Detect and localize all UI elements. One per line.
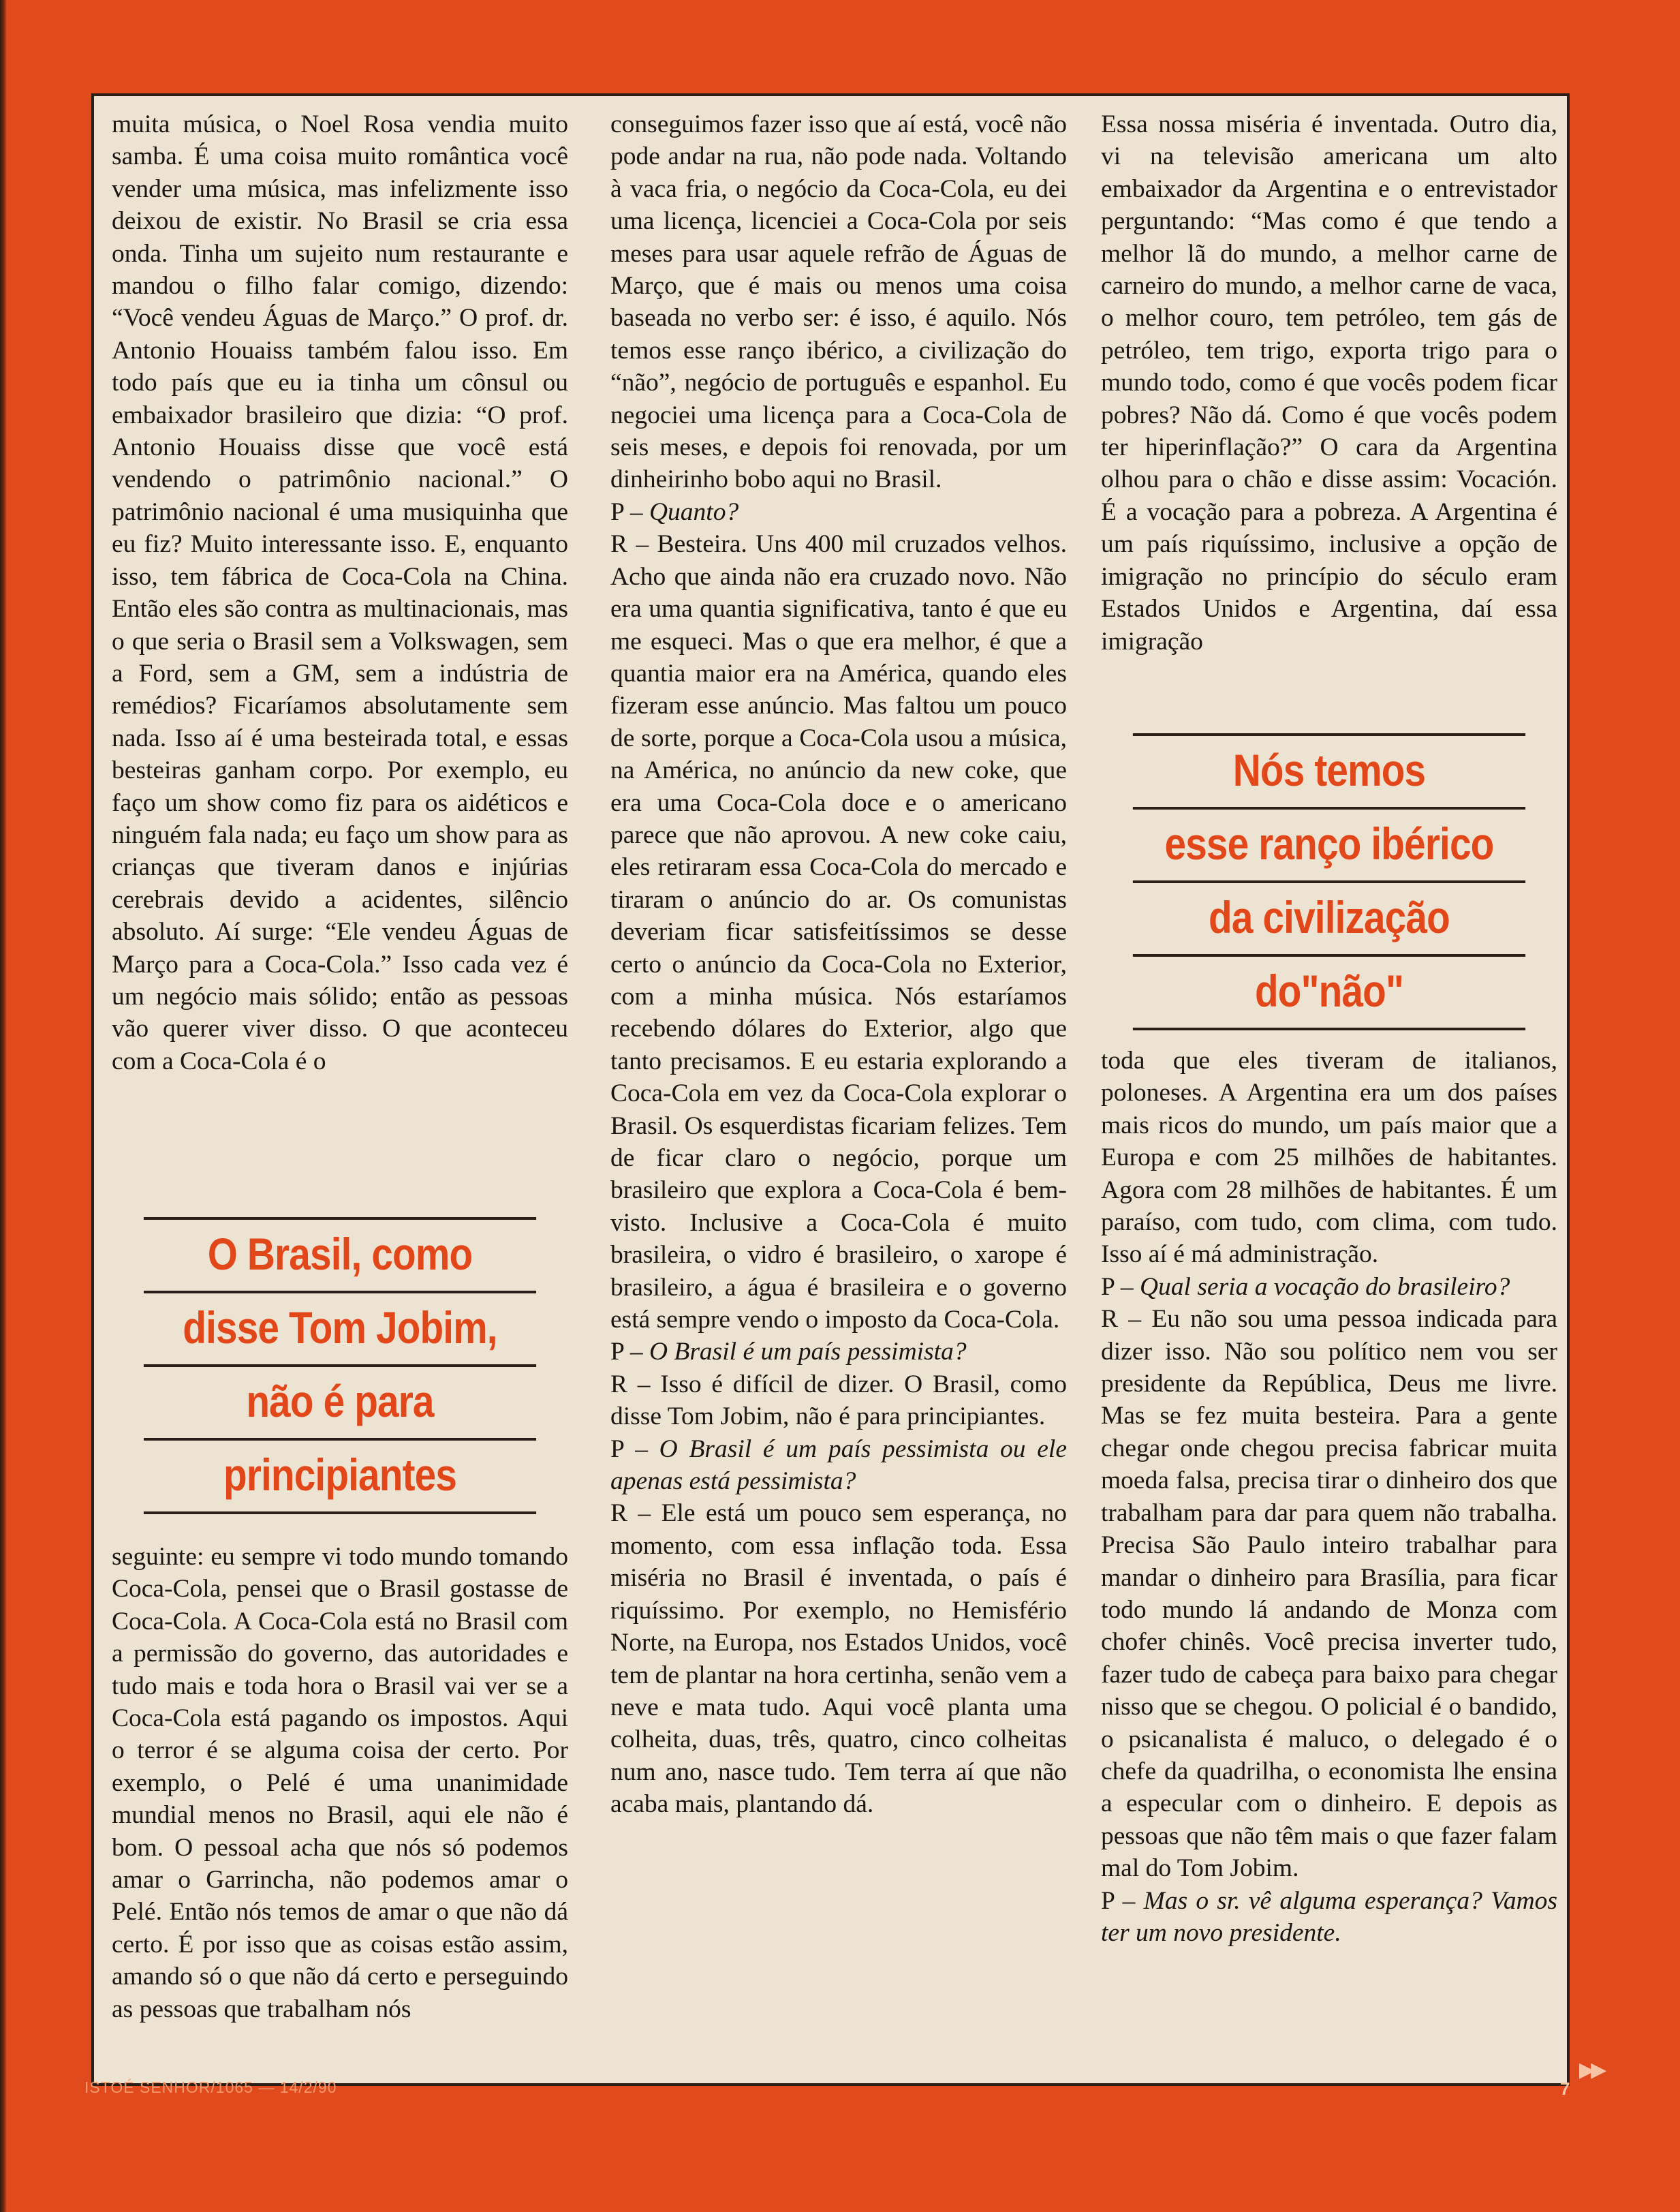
pull-quote-line: esse ranço ibérico	[1133, 810, 1525, 883]
paragraph: seguinte: eu sempre vi todo mundo tomando Coca-Cola, pensei que o Brasil gostasse de Coca-Cola. A Coca-Cola está no Brasil com a permissão do governo, das autoridades e tudo mais e toda hora o Brasil vai ver se a Coca-Cola está pagando os impostos. Aqui o terror é se alguma coisa der certo. Por exemplo, o Pelé é uma unanimidade mundial menos no Brasil, aqui ele não é bom. O pessoal acha que nós só podemos amar o Garrincha, não podemos amar o Pelé. Então nós temos de amar o que não dá certo. É por isso que as coisas estão assim, amando só o que não dá certo e perseguindo as pessoas que trabalham nós	[112, 1543, 568, 2023]
paragraph: R – Besteira. Uns 400 mil cruzados velhos. Acho que ainda não era cruzado novo. Não era uma quantia significativa, tanto é que eu me esqueci. Mas o que era melhor, é que a quantia maior era na América, quando eles fizeram esse anúncio. Mas faltou um pouco de sorte, porque a Coca-Cola usou a música, na América, no anúncio da new coke, que era uma Coca-Cola doce e o americano parece que não aprovou. A new coke caiu, eles retiraram essa Coca-Cola do mercado e tiraram o anúncio do ar. Os comunistas deveriam ficar satisfeitíssimos se desse certo o anúncio da Coca-Cola no Exterior, com a minha música. Nós estaríamos recebendo dólares do Exterior, algo que tanto precisamos. E eu estaria explorando a Coca-Cola em vez da Coca-Cola explorar o Brasil. Os esquerdistas ficariam felizes. Tem de ficar claro o negócio, porque um brasileiro que explora a Coca-Cola é bem-visto. Inclusive a Coca-Cola é muito brasileira, o vidro é brasileiro, o xarope é brasileiro, a água é brasileira e o governo está sempre vendo o imposto da Coca-Cola.	[610, 530, 1067, 1334]
paragraph: toda que eles tiveram de italianos, poloneses. A Argentina era um dos países mais ricos do mundo, um país maior que a Europa e com 25 milhões de habitantes. Agora com 28 milhões de habitantes. É um paraíso, com tudo, com clima, com tudo. Isso aí é má administração.	[1101, 1047, 1557, 1269]
question-text: Mas o sr. vê alguma esperança? Vamos ter um novo presidente.	[1101, 1886, 1557, 1947]
question-prefix: P –	[1101, 1272, 1140, 1301]
article-column-1-continued	[112, 1541, 568, 2025]
pull-quote-left	[112, 1217, 568, 1514]
pull-quote-line: da civilização	[1133, 883, 1525, 957]
question-text: Quanto?	[649, 497, 739, 526]
pull-quote-line: Nós temos	[1133, 733, 1525, 810]
interview-question	[610, 1433, 1067, 1498]
question-prefix: P –	[1101, 1886, 1144, 1915]
page-number: 7	[1560, 2078, 1570, 2099]
pull-quote-line: não é para	[144, 1367, 536, 1441]
question-prefix: P –	[610, 1338, 649, 1366]
interview-question	[1101, 1885, 1557, 1950]
pull-quote-line: disse Tom Jobim,	[144, 1293, 536, 1367]
interview-question	[610, 496, 1067, 528]
interview-question	[610, 1336, 1067, 1368]
paragraph: conseguimos fazer isso que aí está, você não pode andar na rua, não pode nada. Voltando à vaca fria, o negócio da Coca-Cola, eu dei uma licença, licenciei a Coca-Cola por seis meses para usar aquele refrão de Águas de Março, que é mais ou menos uma coisa baseada no verbo ser: é isso, é aquilo. Nós temos esse ranço ibérico, a civilização do “não”, negócio de português e espanhol. Eu negociei uma licença para a Coca-Cola de seis meses, e depois foi renovada, por um dinheirinho bobo aqui no Brasil.	[610, 110, 1067, 494]
pull-quote-line: O Brasil, como	[144, 1217, 536, 1293]
article-panel	[91, 93, 1570, 2086]
article-column-3	[1101, 108, 1557, 658]
pull-quote-right	[1101, 733, 1557, 1030]
paragraph: R – Ele está um pouco sem esperança, no momento, com essa inflação toda. Essa miséria no Brasil é inventada, o país é riquíssimo. Por exemplo, no Hemisfério Norte, na Europa, nos Estados Unidos, você tem de plantar na hora certinha, senão vem a neve e mata tudo. Aqui você planta uma colheita, duas, três, quatro, cinco colheitas num ano, nasce tudo. Tem terra aí que não acaba mais, plantando dá.	[610, 1499, 1067, 1819]
interview-question	[1101, 1271, 1557, 1303]
question-text: Qual seria a vocação do brasileiro?	[1139, 1272, 1510, 1301]
question-text: O Brasil é um país pessimista?	[649, 1338, 967, 1366]
question-prefix: P –	[610, 497, 649, 526]
paragraph: muita música, o Noel Rosa vendia muito samba. É uma coisa muito romântica você vender uma música, mas infelizmente isso deixou de existir. No Brasil se cria essa onda. Tinha um sujeito num restaurante e mandou o filho falar comigo, dizendo: “Você vendeu Águas de Março.” O prof. dr. Antonio Houaiss também falou isso. Em todo país que eu ia tinha um cônsul ou embaixador brasileiro que dizia: “O prof. Antonio Houaiss disse que você está vendendo o patrimônio nacional.” O patrimônio nacional é uma musiquinha que eu fiz? Muito interessante isso. E, enquanto isso, tem fábrica de Coca-Cola na China. Então eles são contra as multinacionais, mas o que seria o Brasil sem a Volkswagen, sem a Ford, sem a GM, sem a indústria de remédios? Ficaríamos absolutamente sem nada. Isso aí é uma besteirada total, e essas besteiras ganham corpo. Por exemplo, eu faço um show como fiz para os aidéticos e ninguém fala nada; eu faço um show para as crianças que tiveram danos e injúrias cerebrais devido a acidentes, silêncio absoluto. Aí surge: “Ele vendeu Águas de Março para a Coca-Cola.” Isso cada vez é um negócio mais sólido; então as pessoas vão querer viver disso. O que aconteceu com a Coca-Cola é o	[112, 110, 568, 1075]
continue-arrow-icon: ▶▶	[1579, 2059, 1603, 2081]
publication-footer: ISTOÉ SENHOR/1065 — 14/2/90	[84, 2078, 337, 2096]
question-text: O Brasil é um país pessimista ou ele apenas está pessimista?	[610, 1434, 1067, 1496]
paragraph: R – Eu não sou uma pessoa indicada para dizer isso. Não sou político nem vou ser presidente da República, Deus me livre. Mas se fez muita besteira. Para a gente chegar onde chegou precisa fabricar muita moeda falsa, precisa tirar o dinheiro dos que trabalham para dar para quem não trabalha. Precisa São Paulo inteiro trabalhar para mandar o dinheiro para Brasília, para ficar todo mundo lá andando de Monza com chofer chinês. Você precisa inverter tudo, fazer tudo de cabeça para baixo para chegar nisso que se chegou. O policial é o bandido, o psicanalista é maluco, o delegado é o chefe da quadrilha, o economista lhe ensina a especular com o dinheiro. E depois as pessoas que não têm mais o que fazer falam mal do Tom Jobim.	[1101, 1305, 1557, 1883]
pull-quote-line: do"não"	[1133, 957, 1525, 1030]
page-binding-edge	[0, 0, 7, 2212]
pull-quote-line: principiantes	[144, 1441, 536, 1514]
paragraph: Essa nossa miséria é inventada. Outro dia, vi na televisão americana um alto embaixador da Argentina e o entrevistador perguntando: “Mas como é que tendo a melhor lã do mundo, a melhor carne de carneiro do mundo, a melhor carne de vaca, o melhor couro, tem petróleo, tem gás de petróleo, tem trigo, exporta trigo para o mundo todo, como é que vocês podem ficar pobres? Não dá. Como é que vocês podem ter hiperinflação?” O cara da Argentina olhou para o chão e disse assim: Vocación. É a vocação para a pobreza. A Argentina é um país riquíssimo, inclusive a opção de imigração no princípio do século eram Estados Unidos e Argentina, daí essa imigração	[1101, 110, 1557, 656]
question-prefix: P –	[610, 1434, 659, 1463]
article-column-3-continued	[1101, 1045, 1557, 1949]
paragraph: R – Isso é difícil de dizer. O Brasil, como disse Tom Jobim, não é para principiantes.	[610, 1370, 1067, 1431]
article-column-2	[610, 108, 1067, 1821]
article-column-1	[112, 108, 568, 1077]
